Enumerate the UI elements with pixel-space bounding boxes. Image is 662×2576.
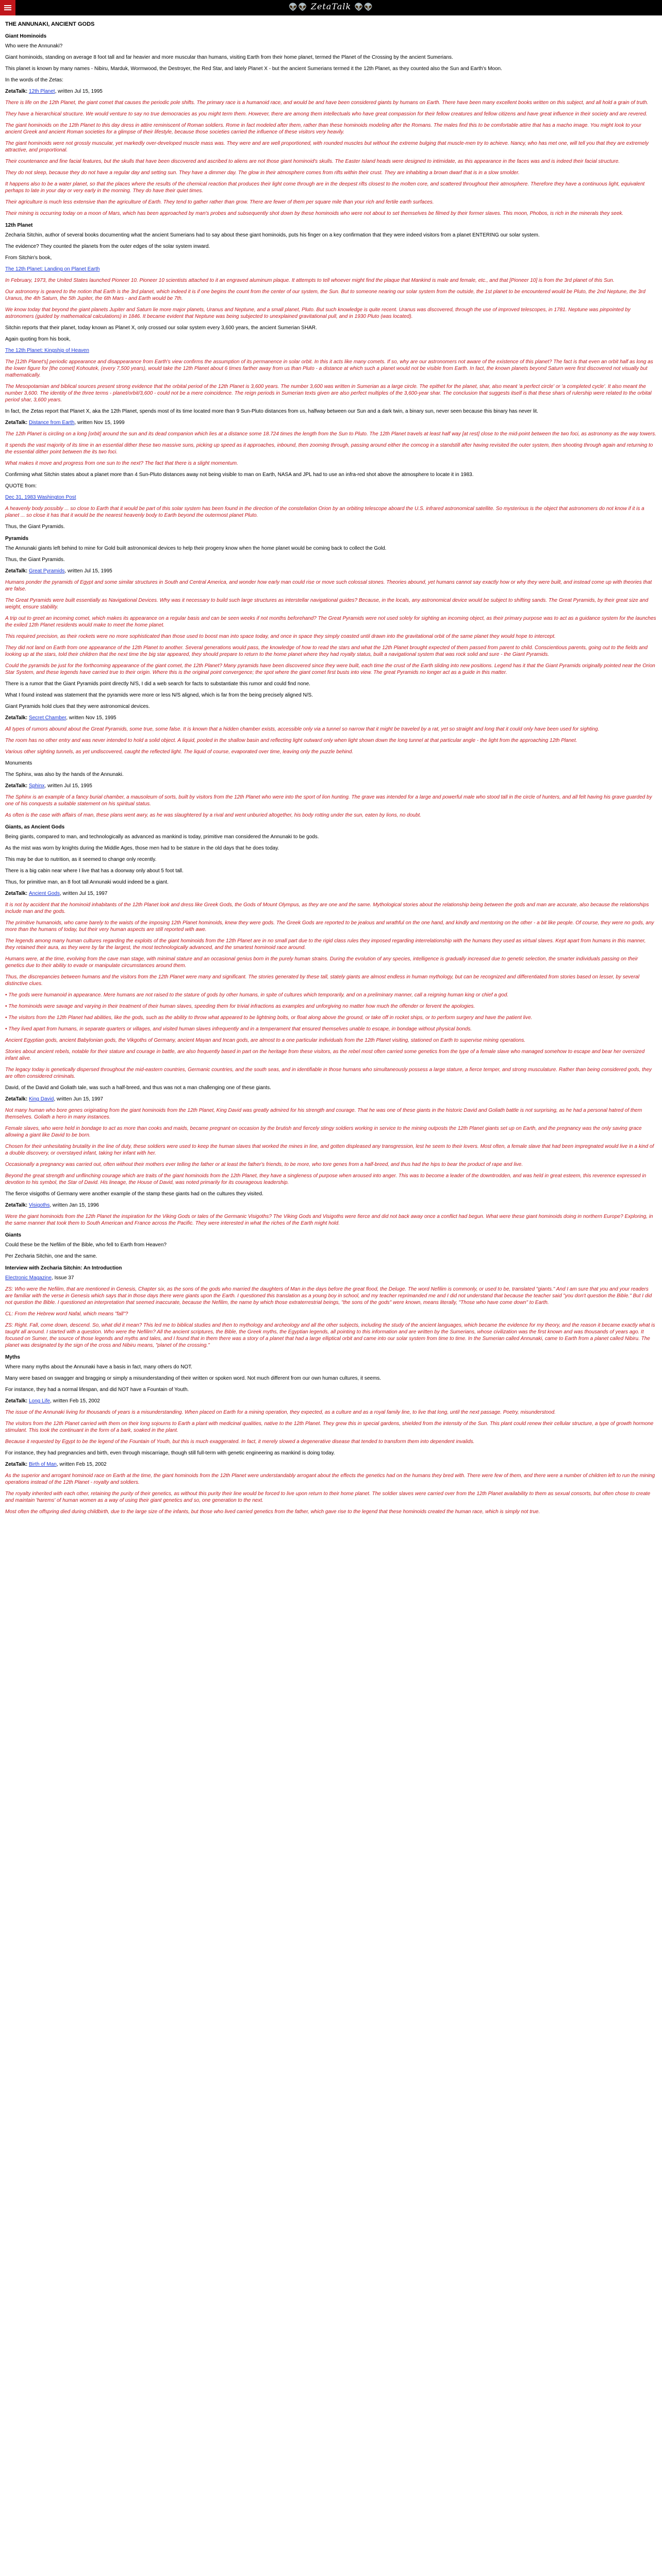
quote-source-line (5, 347, 657, 354)
paragraph: Giant Pyramids hold clues that they were astronomical devices. (5, 704, 150, 710)
source-link[interactable]: King David (28, 1096, 54, 1103)
paragraph: Many were based on swagger and bragging or simply a misunderstanding of their written or spoken word. Not much different from our own human cultures, it seems. (5, 1376, 382, 1382)
quote-paragraph: As often is the case with affairs of man, these plans went awry, as he was slaughtered by a rival and went unburied altogether, his body rotting under the sun, eaten by lions, no doubt. (5, 812, 421, 819)
quote-paragraph: In February, 1973, the United States launched Pioneer 10. Pioneer 10 scientists attached to it an engraved aluminum plaque. It attempts to tell whoever might find the plaque that Mankind is male and female, etc., and that [Pioneer 10] is from the 3rd planet of this Sun. (5, 278, 615, 284)
quote-block (5, 347, 657, 403)
quote-paragraph: They do not sleep, because they do not have a regular day and setting sun. They have a dimmer day. The glow in their atmosphere comes from rifts within their crust. They are inhabiting a brown dwarf that is in a slow smolder. (5, 170, 520, 176)
source-label: ZetaTalk: (5, 891, 28, 897)
quote-paragraph: Thus, the discrepancies between humans and the visitors from the 12th Planet were many and significant. The stories generated by these tall, stately giants are almost endless in human mythology, but can be recognized and differentiated from stories based on lesser, by several distinctive clues. (5, 974, 639, 987)
paragraph: Who were the Annunaki? (5, 43, 63, 49)
quote-paragraph: CL: From the Hebrew word Nafal, which means "fall"? (5, 1311, 128, 1317)
quote-source-line (5, 494, 657, 501)
paragraph: The Sphinx, was also by the hands of the Annunaki. (5, 772, 124, 778)
quote-source-line (5, 1202, 657, 1209)
quote-paragraph: The issue of the Annunaki living for thousands of years is a misunderstanding. When placed on Earth for a mining operation, they expected, as a culture and as a royal family line, to live that long, until the next passage. Poetry, misunderstood. (5, 1410, 556, 1416)
paragraph: There is a rumor that the Giant Pyramids point directly N/S, I did a web search for facts to substantiate this rumor and could find none. (5, 681, 310, 687)
paragraph: In the words of the Zetas: (5, 77, 63, 83)
section-heading: Pyramids (5, 536, 29, 542)
quote-paragraph: As the superior and arrogant hominoid race on Earth at the time, the giant hominoids from the 12th Planet were understandably arrogant about the effects the genetics had on the humans they bred with. There were few of them, and there were a number of children left to run the mining operations instead of the 12th Planet - royalty and soldiers. (5, 1473, 655, 1486)
paragraph: Thus, the Giant Pyramids. (5, 557, 65, 563)
quote-block (5, 494, 657, 519)
quote-paragraph: • The hominoids were savage and varying in their treatment of their human slaves, speeding them for trivial infractions as examples and unforgiving no matter how much the offender or fervent the apologies. (5, 1004, 475, 1010)
source-label: ZetaTalk: (5, 715, 28, 721)
quote-block (5, 1202, 657, 1227)
section-heading: Myths (5, 1354, 20, 1361)
quote-paragraph: The Sphinx is an example of a fancy burial chamber, a mausoleum of sorts, built by visitors from the 12th Planet who were into the sport of lion hunting. The grave was intended for a large and powerful male who stood tall in the circle of hunters, and all felt having his grave guarded by one of his conquests a suitable statement on his spiritual status. (5, 794, 652, 807)
section-heading: Giant Hominoids (5, 33, 46, 40)
article-body (0, 15, 662, 1530)
quote-paragraph: The [12th Planet's] periodic appearance and disappearance from Earth's view confirms the assumption of its permanence in solar orbit. In this it acts like many comets. If so, why are our astronomers not aware of the existence of this planet? The fact is that even an orbit half as long as the lower figure for [the comet] Kohoutek, (every 7,500 years), would take the 12th Planet about 6 times farther away from us than Pluto - a distance at which such a planet would not be visible from Earth. In fact, the known planets beyond Saturn were first discovered not visually but mathematically. (5, 359, 653, 379)
paragraph: The fierce visigoths of Germany were another example of the stamp these giants had on the cultures they visited. (5, 1191, 263, 1197)
source-label: ZetaTalk: (5, 568, 28, 574)
quote-paragraph: Our astronomy is geared to the notion that Earth is the 3rd planet, which indeed it is if one begins the count from the center of our system, the Sun. But to someone nearing our solar system from the outside, the 1st planet to be encountered would be Pluto, the 2nd Neptune, the 3rd Uranus, the 4th Saturn, the 5th Jupiter, the 6th Mars - and Earth would be 7th. (5, 289, 646, 302)
quote-paragraph: They did not land on Earth from one appearance of the 12th Planet to another. Several generations would pass, the knowledge of how to read the stars and what the 12th Planet brought expected of them passed from parent to child. Conscientious parents, going out to the fields and looking up at the stars, told their children that the next time the big star appeared, they should prepare to return to the home planet where they had royalty status, built a navigational system that was rock solid and sure - the Giant Pyramids. (5, 645, 648, 658)
paragraph: Thus, for primitive man, an 8 foot tall Annunaki would indeed be a giant. (5, 879, 169, 886)
quote-source-line (5, 1398, 657, 1404)
quote-paragraph: Their agriculture is much less extensive than the agriculture of Earth. They tend to gather rather than grow. There are fewer of them per square mile than your rich and fertile earth surfaces. (5, 199, 434, 206)
source-date: , written Jun 15, 1997 (54, 1096, 103, 1103)
paragraph: David, of the David and Goliath tale, was such a half-breed, and thus was not a man challenging one of these giants. (5, 1085, 271, 1091)
source-label: ZetaTalk: (5, 1398, 28, 1404)
source-date: , written Jul 15, 1997 (60, 891, 108, 897)
source-link[interactable]: Birth of Man (28, 1462, 57, 1468)
paragraph: Sitchin reports that their planet, today known as Planet X, only crossed our solar system every 3,600 years, the ancient Sumerian SHAR. (5, 325, 317, 331)
quote-paragraph: Occasionally a pregnancy was carried out, often without their mothers ever telling the father or at least the father's friends, to be more, who tore genes from a half-breed, and thus had the hips to bear the product of rape and live. (5, 1162, 523, 1168)
section (5, 33, 657, 217)
quote-paragraph: Ancient Egyptian gods, ancient Babylonian gods, the Vikgoths of Germany, ancient Mayan and Incan gods, are almost to a one particular individuals from the 12th Planet visiting, stationed on Earth to supervise mining operations. (5, 1038, 526, 1044)
quote-paragraph: The royalty inherited with each other, retaining the purity of their genetics, as without this purity their line would be forced to live upon return to their home planet. The soldier slaves were carried over from the 12th Planet availability to them as sexual consorts, but often chose to create and maintain 'harems' of human women as a way of using their giant genetics and so, one generation to the next. (5, 1491, 651, 1504)
quote-block (5, 715, 657, 755)
quote-paragraph: Humans were, at the time, evolving from the cave man stage, with minimal stature and an occasional genius born in the purely human strains. During the evolution of any species, intelligence is gradually increased due to genetic selection, the smarter individuals passing on their genetics due to their ability to evade or manipulate circumstances around them. (5, 956, 638, 969)
paragraph: This may be due to nutrition, as it seemed to change only recently. (5, 857, 157, 863)
source-label: ZetaTalk: (5, 1202, 28, 1209)
source-date: , written Feb 15, 2002 (50, 1398, 100, 1404)
quote-paragraph: Were the giant hominoids from the 12th Planet the inspiration for the Viking Gods or tales of the Germanic Visigoths? The Viking Gods and Visigoths were fierce and did not back away once a conflict had begun. What were these giant hominoids doing in northern Europe? Exploring, in the same manner that took them to South American and France across the Pacific. They were interested in what the riches of the Earth might hold. (5, 1214, 653, 1227)
quote-paragraph: The legacy today is genetically dispersed throughout the mid-eastern countries, Germanic countries, and the south seas, and in identifiable in those humans who simultaneously possess a large stature, a fierce temper, and strong musculature. Rather than being considered gods, they are often considered criminals. (5, 1067, 652, 1080)
paragraph: This planet is known by many names - Nibiru, Marduk, Wormwood, the Destroyer, the Red Star, and lately Planet X - but the ancient Sumerians termed it the 12th Planet, as they counted also the Sun and Earth's Moon. (5, 66, 502, 72)
quote-block (5, 568, 657, 676)
paragraph: The Annunaki giants left behind to mine for Gold built astronomical devices to help their progeny know when the home planet would be coming back to collect the Gold. (5, 546, 387, 552)
source-link[interactable]: Electronic Magazine (5, 1275, 52, 1281)
section (5, 1265, 657, 1349)
paragraph: From Sitchin's book, (5, 255, 52, 261)
quote-paragraph: We know today that beyond the giant planets Jupiter and Saturn lie more major planets, Uranus and Neptune, and a small planet, Pluto. But such knowledge is quite recent. Uranus was discovered, through the use of improved telescopes, in 1781. Neptune was pinpointed by astronomers (guided by mathematical calculations) in 1846. It became evident that Neptune was being subjected to unexplained gravitational pull, and in 1930 Pluto (was located). (5, 307, 631, 320)
page-title: THE ANNUNAKI, ANCIENT GODS (5, 21, 95, 27)
source-label: ZetaTalk: (5, 1462, 28, 1468)
quote-paragraph: • They lived apart from humans, in separate quarters or villages, and visited human slaves infrequently and in a temperament that ensured themselves unable to escape, in bondage without physical bonds. (5, 1026, 472, 1032)
quote-paragraph: The 12th Planet is circling on a long [orbit] around the sun and its dead companion which lies at a distance some 18.724 times the length from the Sun to Pluto. The 12th Planet travels at least half way [at rest] close to the mid-point between the two foci, as astronomy as the way towers. (5, 431, 656, 437)
source-date: , Issue 37 (52, 1275, 74, 1281)
source-link[interactable]: Sphinx (28, 783, 45, 789)
quote-paragraph: They have a hierarchical structure. We would venture to say no true democracies as you might term them. However, there are among them intellectuals who have great compassion for their fellow creatures and fellow citizens and have great influence in their society and are revered. (5, 111, 648, 117)
paragraph: Being giants, compared to man, and technologically as advanced as mankind is today, primitive man considered the Annunaki to be gods. (5, 834, 319, 840)
source-date: , written Jul 15, 1995 (44, 783, 92, 789)
paragraph: Again quoting from his book, (5, 336, 71, 343)
quote-paragraph: It is not by accident that the hominoid inhabitants of the 12th Planet look and dress like Greek Gods, the Gods of Mount Olympus, as they are one and the same. Mythological stories about the relationship being between the gods and man are accurate, also because the relationships include man and the gods. (5, 902, 649, 915)
quote-paragraph: Female slaves, who were held in bondage to act as more than cooks and maids, became pregnant on occasion by the brutish and fiercely stingy soldiers working in service to the mining outposts the 12th Planet giants set up on Earth, and the pregnancy was the only saving grace allowing a giant like David to be born. (5, 1126, 642, 1139)
source-date: , written Nov 15, 1999 (74, 420, 125, 426)
paragraph: Zecharia Sitchin, author of several books documenting what the ancient Sumerians had to say about these giant hominoids, puts his finger on a key confirmation that they were indeed visitors from a planet ENTERING our solar system. (5, 232, 540, 239)
paragraph: For instance, they had a normal lifespan, and did NOT have a Fountain of Youth. (5, 1387, 189, 1393)
source-link[interactable]: Visigoths (28, 1202, 50, 1209)
quote-paragraph: Beyond the great strength and unflinching courage which are traits of the giant hominoids from the 12th Planet, they have a singleness of purpose when aroused into anger. This was to become a leader of the downtrodden, and was held in great esteem, this reverence expressed in devotion to his symbol, the Star of David. His lineage, the House of David, was noted primarily for its courageous leadership. (5, 1173, 647, 1186)
source-label: ZetaTalk: (5, 89, 28, 95)
quote-paragraph: The Mesopotamian and biblical sources present strong evidence that the orbital period of the 12th Planet is 3,600 years. The number 3,600 was written in Sumerian as a large circle. The epithet for the planet, shar, also meant 'a perfect circle' or 'a completed cycle'. It also meant the number 3,600. The identity of the three terms - planet/orbit/3,600 - could not be a mere coincidence. The reign periods in Sumerian texts given are also perfect multiples of the 3,600-year shar. The conclusion that suggests itself is that these shars of rulership were related to the orbital period shar, 3,600 years. (5, 384, 652, 403)
source-label: ZetaTalk: (5, 420, 28, 426)
section-heading: Giants, as Ancient Gods (5, 824, 65, 831)
quote-paragraph: Most often the offspring died during childbirth, due to the large size of the infants, but those who lived carried genetics from the father, which gave rise to the legend that these hominoids created the human race, which is simply not true. (5, 1509, 540, 1515)
alien-icon: 👽👽 (288, 3, 308, 11)
quote-source-line (5, 1461, 657, 1468)
source-label: ZetaTalk: (5, 783, 28, 789)
paragraph: In fact, the Zetas report that Planet X, aka the 12th Planet, spends most of its time located more than 9 Sun-Pluto distances from us, halfway between our Sun and a dark twin, a binary sun, never seen because this binary has never lit. (5, 409, 538, 415)
source-link[interactable]: 12th Planet (28, 89, 55, 95)
quote-block (5, 419, 657, 467)
paragraph: Per Zecharia Sitchin, one and the same. (5, 1253, 97, 1260)
quote-paragraph: Various other sighting tunnels, as yet undiscovered, caught the reflected light. The liquid of course, evaporated over time, leaving only the puzzle behind. (5, 749, 354, 755)
quote-block (5, 88, 657, 217)
quote-block (5, 266, 657, 320)
source-link[interactable]: The 12th Planet: Landing on Planet Earth (5, 266, 100, 273)
site-header (0, 0, 662, 15)
quote-source-line (5, 715, 657, 721)
section (5, 824, 657, 1227)
paragraph: QUOTE from: (5, 483, 37, 489)
quote-paragraph: Their mining is occurring today on a moon of Mars, which has been approached by man's probes and subsequently shot down by these hominoids who were not about to set themselves be filmed by their former slaves. This moon, Phobos, is rich in the minerals they seek. (5, 211, 624, 217)
section (5, 1232, 657, 1260)
quote-paragraph: The legends among many human cultures regarding the exploits of the giant hominoids from the 12th Planet are in no small part due to the rigid class rules they imposed regarding interrelationship with the humans they used as virtual slaves. Kept apart from humans in this manner, they retained their aura, as they were by far the largest, the most technologically advanced, and the smartest hominoid race around. (5, 938, 646, 951)
quote-paragraph: Because it requested by Egypt to be the legend of the Fountain of Youth, but this is much exaggerated. In fact, it merely slowed a degenerative disease that tended to transform them into dependent invalids. (5, 1439, 475, 1445)
quote-source-line (5, 419, 657, 426)
quote-source-line (5, 890, 657, 897)
quote-paragraph: • The visitors from the 12th Planet had abilities, like the gods, such as the ability to throw what appeared to be lightning bolts, or float along above the ground, or take off in rocket ships, or to perform surgery and have the patient live. (5, 1015, 533, 1021)
section (5, 1354, 657, 1515)
site-logo[interactable] (0, 2, 662, 12)
quote-paragraph: Humans ponder the pyramids of Egypt and some similar structures in South and Central America, and wonder how early man could rise or move such colossal stones. Theories abound, yet humans cannot say exactly how or why they were built, and instead come up with theories that are false. (5, 580, 652, 592)
quote-paragraph: The primitive humanoids, who came barely to the waists of the imposing 12th Planet hominoids, knew they were gods. The Greek Gods are reported to be jealous and wrathful on the one hand, and kindly and mentoring on the other - a bit like people. Of course, they were no gods, any more than the humans of today, but their very human aspects are still reported with awe. (5, 920, 654, 933)
quote-paragraph: A trip out to greet an incoming comet, which makes its appearance on a regular basis and can be seen weeks if not months beforehand? The Great Pyramids were not used solely for sighting an incoming object, as their primary purpose was to act as a guidance system for the launches the exiled 12th Planet residents would make to meet the home planet. (5, 616, 656, 629)
quote-paragraph: It happens also to be a water planet, so that the places where the results of the chemical reaction that produces their light come through are in the deepest rifts closest to the molten core, and scattered throughout their atmosphere. Therefore they have a continuous light, equivalent perhaps to late in your day or very early in the morning. They do have their quiet times. (5, 181, 645, 194)
source-date: , written Feb 15, 2002 (56, 1462, 107, 1468)
quote-paragraph: The visitors from the 12th Planet carried with them on their long sojourns to Earth a plant with medicinal qualities, native to the 12th Planet. They grew this in special gardens, shielded from the intensity of the Sun. This plant could renew their cellular structure, a type of growth hormone stimulant. This took the continuant in the form of a bark, soaked in the plant. (5, 1421, 654, 1434)
source-date: , written Jul 15, 1995 (55, 89, 103, 95)
quote-source-line (5, 783, 657, 789)
quote-paragraph: It spends the vast majority of its time in an essential dither these two massive suns, picking up speed as it approaches, inbound, then zooming through, passing around either the comcog in a standstill after having revisited the outer system, then shooting through again and returning to the essential dither point between the its two foci. (5, 443, 653, 455)
quote-source-line (5, 568, 657, 574)
quote-block (5, 890, 657, 1080)
quote-paragraph: A heavenly body possibly ... so close to Earth that it would be part of this solar system has been found in the direction of the constellation Orion by an orbiting telescope aboard the U.S. infrared astronomical satellite. So mysterious is the object that astronomers do not know if it is a planet ... so close it has that it would be the nearest heavenly body to Earth beyond the outermost planet Pluto. (5, 506, 644, 519)
quote-source-line (5, 266, 657, 273)
section-heading: 12th Planet (5, 223, 33, 229)
quote-paragraph: Not many human who bore genes originating from the giant hominoids from the 12th Planet, King David was greatly admired for his strength and courage. That he was one of these giants in the historic David and Goliath battle is not surprising, as he had a personal hatred of them themselves. Goliath a hero in many instances. (5, 1108, 642, 1121)
quote-paragraph: The giant hominoids were not grossly muscular, yet markedly over-developed muscle mass was. They were and are well proportioned, with rounded muscles but without the extreme bulging that muscle-men try to achieve. Nancy, who has met one, will tell you that they are extremely attractive, and proportional. (5, 141, 649, 154)
source-link[interactable]: Long Life (28, 1398, 51, 1404)
paragraph: For instance, they had pregnancies and birth, even through miscarriage, though still full-term with genetic engineering as mankind is doing today. (5, 1450, 335, 1456)
quote-source-line (5, 1275, 657, 1281)
source-date: , written Nov 15, 1995 (66, 715, 117, 721)
quote-paragraph: ZS: Who were the Nefilim, that are mentioned in Genesis, Chapter six, as the sons of the gods who married the daughters of Man in the days before the great flood, the Deluge. The word Nefilim is commonly, or used to be, translated "giants." And I am sure that you and your readers are familiar with the verse in Genesis which says that in those days there were giants upon the Earth. I questioned this translation as a young boy in school, and my teacher reprimanded me and I did not understand that because the teacher said "you don't question the Bible." But I did not question the Bible. I questioned an interpretation that seemed inaccurate, because the Nefilim, the name by which those extraterrestrial beings, "the sons of the gods" were known, means literally, "Those who have come down" to Earth. (5, 1286, 652, 1306)
paragraph: Could these be the Nefilim of the Bible, who fell to Earth from Heaven? (5, 1242, 167, 1248)
source-link[interactable]: Dec 31, 1983 Washington Post (5, 495, 76, 501)
quote-paragraph: Chosen for their unhesitating brutality in the line of duty, these soldiers were used to keep the human slaves that worked the mines in line, and gotten displeased any transgression, lest he seem to their lovers. Most often, a female slave that had been impregnated would live in a kind of a double discovery, or overstayed infant, taking her infant with her. (5, 1144, 654, 1157)
source-link[interactable]: Secret Chamber (28, 715, 67, 721)
section-heading: Interview with Zecharia Sitchin: An Introduction (5, 1265, 122, 1272)
quote-block (5, 1461, 657, 1515)
quote-block (5, 783, 657, 819)
alien-icon: 👽👽 (354, 3, 374, 11)
section (5, 535, 657, 819)
source-link[interactable]: Ancient Gods (28, 891, 60, 897)
quote-paragraph: The room has no other entry and was never intended to hold a solid object. A liquid, pooled in the shallow basin and reflecting light outward only when light shown down the long tunnel at that particular angle - the light from the approaching 12th Planet. (5, 738, 577, 744)
logo-text: ZetaTalk (310, 2, 352, 11)
source-link[interactable]: Distance from Earth (28, 420, 75, 426)
quote-paragraph: Their countenance and fine facial features, but the skulls that have been discovered and ascribed to aliens are not those giant hominoid's skulls. The Easter Island heads were designed to intimidate, as this appearance in the faces was and is indeed their facial structure. (5, 159, 620, 165)
quote-paragraph: Could the pyramids be just for the forthcoming appearance of the giant comet, the 12th Planet? Many pyramids have been discovered since they were built, each time the crust of the Earth sliding into new positions. Legend has it that the Giant Pyramids originally pointed near the Orion Star System, and these legends have carried true to their origin. Where this is the original point convergence; the spot where the giant comet first busts into view. The great Pyramids no longer act as a guide in this matter. (5, 663, 655, 676)
paragraph: The evidence? They counted the planets from the outer edges of the solar system inward. (5, 244, 210, 250)
quote-paragraph: There is life on the 12th Planet, the giant comet that causes the periodic pole shifts. The primary race is a humanoid race, and would be and have been considered giants by humans on Earth. There have been many excellent books written on this subject, and all hold a grain of truth. (5, 100, 649, 106)
quote-block (5, 1275, 657, 1349)
source-link[interactable]: The 12th Planet: Kingship of Heaven (5, 348, 89, 354)
paragraph: Monuments (5, 760, 32, 767)
quote-paragraph: The Great Pyramids were built essentially as Navigational Devices. Why was it necessary to build such large structures as interstellar navigational guides? Because, in the locals, any astronomical device would be subject to shifting sands. The Great Pyramids, by their great size and weight, ensure stability. (5, 598, 649, 611)
source-link[interactable]: Great Pyramids (28, 568, 65, 574)
source-date: , written Jul 15, 1995 (64, 568, 112, 574)
paragraph: Thus, the Giant Pyramids. (5, 524, 65, 530)
section (5, 222, 657, 530)
quote-block (5, 1096, 657, 1186)
quote-source-line (5, 1096, 657, 1103)
quote-paragraph: • The gods were humanoid in appearance. Mere humans are not raised to the stature of gods by other humans, in spite of cultures which temporarily, and on a preliminary manner, call a reigning human king or chief a god. (5, 992, 509, 998)
source-date: , written Jan 15, 1996 (49, 1202, 99, 1209)
quote-source-line (5, 88, 657, 95)
paragraph: Confirming what Sitchin states about a planet more than 4 Sun-Pluto distances away not being visible to man on Earth, NASA and JPL had to use an infra-red shot above the atmosphere to locate it in 1983. (5, 472, 474, 478)
source-label: ZetaTalk: (5, 1096, 28, 1103)
quote-paragraph: What makes it move and progress from one sun to the next? The fact that there is a slight momentum. (5, 461, 238, 467)
paragraph: Where many myths about the Annunaki have a basis in fact, many others do NOT. (5, 1364, 192, 1370)
section-heading: Giants (5, 1232, 22, 1239)
paragraph: What I found instead was statement that the pyramids were more or less N/S aligned, which is far from the being precisely aligned N/S. (5, 692, 313, 699)
quote-paragraph: Stories about ancient rebels, notable for their stature and courage in battle, are also frequently based in part on the heritage from these visitors, as the rebel most often carried some genetics from the type of a female slave who managed somehow to escape and bear her oversized infant alive. (5, 1049, 645, 1062)
paragraph: As the mist was worn by knights during the Middle Ages, those men had to be stature in the old days that he does today. (5, 845, 279, 852)
quote-paragraph: The giant hominoids on the 12th Planet to this day dress in attire reminiscent of Roman soldiers. Rome in fact modeled after them, rather than these hominoids modeling after the Romans. The males find this to be comfortable attire that has a macho image. You might look to your ancient Greek and ancient Roman societies for a glimpse of their lifestyle, because those societies carried the influence of these visitors very heavily. (5, 123, 641, 135)
sections-container (5, 33, 657, 1515)
quote-block (5, 1398, 657, 1445)
paragraph: Giant hominoids, standing on average 8 foot tall and far heavier and more muscular than humans, visiting Earth from their home planet, termed the Planet of the Crossing by the ancient Sumerians. (5, 55, 453, 61)
quote-paragraph: This required precision, as their rockets were no more sophisticated than those used to boost man into space today, and once in space they simply coasted until drawn into the gravitational orbit of the same planet they would hope to intercept. (5, 634, 556, 640)
quote-paragraph: ZS: Right. Fall, come down, descend. So, what did it mean? This led me to biblical studies and then to mythology and archeology and all the other subjects, including the study of the ancient languages, which became the evidence for my theory, and the reason it became exactly what is taught all around. I started with a question. Who were the Nefilim? All the ancient scriptures, the Bible, the Greek myths, the Egyptian legends, all pointing to this information and are written by the Sumerians, whose civilization was the first known and was thousands of years ago. It focused on Sumer, the source of those legends and myths and tales, and I found that in them there was a story of a planet that had a large elliptical orbit and came into our solar system from time to time. In the Sumerian called Annunaki, came to Earth from a planet called Nibiru. The planet was designated by the sign of the cross and Nibiru means, "planet of the crossing." (5, 1323, 655, 1349)
quote-paragraph: All types of rumors abound about the Great Pyramids, some true, some false. It is known that a hidden chamber exists, accessible only via a tunnel so narrow that it might be traveled by a rat, yet so straight and long that it could only have been used for sighting. (5, 726, 600, 733)
paragraph: There is a big cabin near where I live that has a doorway only about 5 foot tall. (5, 868, 184, 874)
